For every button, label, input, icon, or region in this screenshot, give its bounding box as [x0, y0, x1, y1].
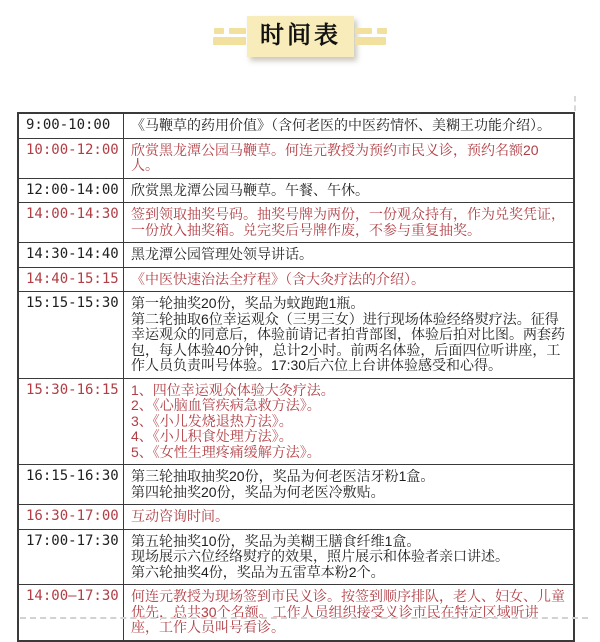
page-margin-mark [574, 96, 576, 111]
activity-line: 现场展示六位经络熨疗的效果，照片展示和体验者亲口讲述。 [131, 548, 509, 564]
table-row [18, 292, 574, 379]
activity-cell [124, 267, 575, 292]
activity-line: 欣赏黑龙潭公园马鞭草。何连元教授为预约市民义诊，预约名额20人。 [131, 141, 539, 173]
time-cell: 15:30-16:15 [18, 378, 124, 465]
activity-line: 第四轮抽奖20份，奖品为何老医冷敷贴。 [131, 483, 385, 500]
activity-cell [124, 585, 575, 641]
time-cell: 16:30-17:00 [18, 505, 124, 530]
left-dash-decoration-icon [213, 28, 246, 45]
time-cell: 15:15-15:30 [18, 292, 124, 379]
time-cell: 9:00-10:00 [18, 113, 124, 138]
activity-cell [124, 138, 575, 178]
activity-cell [124, 529, 575, 585]
activity-line: 第三轮抽取抽奖20份，奖品为何老医洁牙粉1盒。 [131, 468, 435, 484]
time-cell: 10:00-12:00 [18, 138, 124, 178]
time-cell: 14:30-14:40 [18, 243, 124, 268]
activity-line: 黑龙潭公园管理处领导讲话。 [131, 246, 313, 262]
schedule-table [17, 112, 575, 642]
table-row [18, 113, 574, 138]
activity-cell [124, 203, 575, 243]
activity-cell [124, 378, 575, 465]
time-cell: 14:00-14:30 [18, 203, 124, 243]
activity-cell [124, 505, 575, 530]
activity-cell [124, 178, 575, 203]
table-row [18, 529, 574, 585]
activity-cell [124, 113, 575, 138]
activity-line: 4、《小儿积食处理方法》。 [131, 428, 293, 444]
table-row [18, 178, 574, 203]
activity-line: 5、《女性生理疼痛缓解方法》。 [131, 443, 321, 460]
right-dash-decoration-icon [355, 28, 387, 45]
time-cell: 12:00-14:00 [18, 178, 124, 203]
page-title: 时间表 [247, 16, 354, 57]
table-row [18, 465, 574, 505]
time-cell: 16:15-16:30 [18, 465, 124, 505]
activity-cell [124, 292, 575, 379]
activity-line: 《马鞭草的药用价值》（含何老医的中医药情怀、美糊王功能介绍）。 [131, 117, 551, 133]
page-break-dashed-line [20, 617, 588, 619]
table-row [18, 505, 574, 530]
time-cell: 17:00-17:30 [18, 529, 124, 585]
table-row [18, 585, 574, 641]
activity-cell [124, 243, 575, 268]
activity-line: 3、《小儿发烧退热方法》。 [131, 412, 293, 429]
activity-line: 签到领取抽奖号码。抽奖号牌为两份，一份观众持有，作为兑奖凭证，一份放入抽奖箱。兑完奖后号牌作废，不参与重复抽奖。 [131, 206, 565, 238]
time-cell: 14:00—17:30 [18, 585, 124, 641]
activity-line: 欣赏黑龙潭公园马鞭草。午餐、午休。 [131, 181, 369, 198]
activity-line: 2、《心脑血管疾病急救方法》。 [131, 397, 321, 413]
activity-cell [124, 465, 575, 505]
activity-line: 1、四位幸运观众体验大灸疗法。 [131, 381, 335, 398]
page-header [0, 10, 600, 62]
activity-line: 第二轮抽取6位幸运观众（三男三女）进行现场体验经络熨疗法。征得幸运观众的同意后，体验前请记者拍背部图，体验后拍对比图。两套药包，每人体验40分钟，总计2小时。前两名体验，后面四位听讲座，工作人员负责叫号体验。17:30后六位上台讲体验感受和心得。 [131, 310, 565, 373]
table-row [18, 267, 574, 292]
table-row [18, 243, 574, 268]
table-row [18, 138, 574, 178]
time-cell: 14:40-15:15 [18, 267, 124, 292]
activity-line: 第一轮抽奖20份，奖品为蚊跑跑1瓶。 [131, 295, 365, 311]
activity-line: 互动咨询时间。 [131, 508, 229, 524]
activity-line: 第六轮抽奖4份，奖品为五雷草本粉2个。 [131, 563, 385, 580]
activity-line: 《中医快速治法全疗程》（含大灸疗法的介绍）。 [131, 270, 425, 287]
table-row [18, 378, 574, 465]
activity-line: 何连元教授为现场签到市民义诊。按签到顺序排队，老人、妇女、儿童优先，总共30个名额。工作人员组织接受义诊市民在特定区域听讲座，工作人员叫号看诊。 [131, 588, 565, 635]
table-row [18, 203, 574, 243]
activity-line: 第五轮抽奖10份，奖品为美糊王膳食纤维1盒。 [131, 532, 421, 549]
